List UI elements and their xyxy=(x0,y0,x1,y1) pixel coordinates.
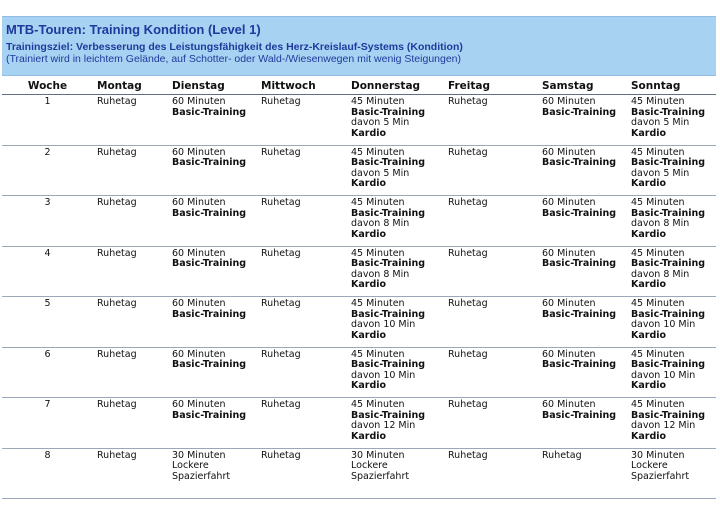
week-number: 8 xyxy=(2,448,93,499)
monday-cell: Ruhetag xyxy=(93,448,168,499)
monday-cell: Ruhetag xyxy=(93,95,168,146)
wednesday-cell: Ruhetag xyxy=(257,145,347,196)
duration: 45 Minuten xyxy=(631,96,685,107)
activity-line: Spazierfahrt xyxy=(172,470,231,482)
duration: 45 Minuten xyxy=(631,146,685,158)
training-type: Basic-Training xyxy=(542,157,617,168)
saturday-cell xyxy=(538,398,627,449)
cardio-duration: davon 10 Min xyxy=(351,319,416,330)
table-row xyxy=(2,448,716,499)
training-type: Basic-Training xyxy=(351,308,426,320)
saturday-cell: Ruhetag xyxy=(538,448,627,499)
saturday-cell xyxy=(538,95,627,146)
table-row xyxy=(2,145,716,196)
cardio-duration: davon 8 Min xyxy=(351,268,410,280)
cardio-label: Kardio xyxy=(351,127,387,139)
cardio-label: Kardio xyxy=(631,178,667,189)
table-row xyxy=(2,347,716,398)
thursday-cell xyxy=(347,448,444,499)
cardio-duration: davon 5 Min xyxy=(351,117,410,128)
duration: 30 Minuten xyxy=(631,449,685,461)
cardio-duration: davon 12 Min xyxy=(351,420,416,431)
saturday-cell xyxy=(538,145,627,196)
duration: 60 Minuten xyxy=(172,298,226,309)
duration: 60 Minuten xyxy=(542,298,596,309)
monday-cell: Ruhetag xyxy=(93,297,168,348)
cardio-duration: davon 8 Min xyxy=(631,268,690,280)
tuesday-cell xyxy=(168,347,257,398)
column-header-tuesday: Dienstag xyxy=(168,78,257,95)
friday-cell: Ruhetag xyxy=(444,246,538,297)
monday-cell: Ruhetag xyxy=(93,145,168,196)
training-note: (Trainiert wird in leichtem Gelände, auf Schotter- oder Wald-/Wiesenwegen mit wenig Steigungen) xyxy=(6,53,462,65)
cardio-label: Kardio xyxy=(351,430,387,442)
training-type: Basic-Training xyxy=(542,258,617,269)
cardio-duration: davon 10 Min xyxy=(631,369,696,381)
training-type: Basic-Training xyxy=(631,106,706,118)
column-header-monday: Montag xyxy=(93,78,168,95)
cardio-duration: davon 10 Min xyxy=(631,319,696,330)
saturday-cell xyxy=(538,297,627,348)
training-type: Basic-Training xyxy=(542,308,617,320)
wednesday-cell: Ruhetag xyxy=(257,246,347,297)
friday-cell: Ruhetag xyxy=(444,196,538,247)
cardio-label: Kardio xyxy=(351,329,387,341)
sunday-cell xyxy=(627,448,716,499)
training-type: Basic-Training xyxy=(542,409,617,421)
tuesday-cell xyxy=(168,246,257,297)
tuesday-cell xyxy=(168,196,257,247)
friday-cell: Ruhetag xyxy=(444,297,538,348)
cardio-duration: davon 8 Min xyxy=(351,218,410,229)
duration: 60 Minuten xyxy=(542,96,596,107)
duration: 45 Minuten xyxy=(631,298,685,309)
duration: 45 Minuten xyxy=(631,348,685,360)
training-type: Basic-Training xyxy=(351,409,426,421)
training-type: Basic-Training xyxy=(542,359,617,370)
sunday-cell xyxy=(627,246,716,297)
sunday-cell xyxy=(627,196,716,247)
cardio-label: Kardio xyxy=(631,329,667,341)
tuesday-cell xyxy=(168,95,257,146)
table-row xyxy=(2,95,716,146)
tuesday-cell xyxy=(168,297,257,348)
thursday-cell xyxy=(347,347,444,398)
cardio-label: Kardio xyxy=(631,279,667,290)
duration: 60 Minuten xyxy=(172,399,226,410)
friday-cell: Ruhetag xyxy=(444,347,538,398)
training-type: Basic-Training xyxy=(351,258,426,269)
training-type: Basic-Training xyxy=(172,258,247,269)
table-header-row xyxy=(2,78,716,95)
duration: 60 Minuten xyxy=(172,197,226,208)
duration: 60 Minuten xyxy=(542,348,596,360)
friday-cell: Ruhetag xyxy=(444,398,538,449)
duration: 45 Minuten xyxy=(351,247,405,259)
wednesday-cell: Ruhetag xyxy=(257,448,347,499)
column-header-saturday: Samstag xyxy=(538,78,627,95)
saturday-cell xyxy=(538,347,627,398)
column-header-thursday: Donnerstag xyxy=(347,78,444,95)
activity-line: Spazierfahrt xyxy=(351,470,410,482)
duration: 60 Minuten xyxy=(172,247,226,259)
training-type: Basic-Training xyxy=(351,359,426,370)
thursday-cell xyxy=(347,398,444,449)
activity-line: Lockere xyxy=(172,460,209,471)
training-type: Basic-Training xyxy=(172,106,247,118)
wednesday-cell: Ruhetag xyxy=(257,347,347,398)
duration: 60 Minuten xyxy=(172,96,226,107)
week-number: 3 xyxy=(2,196,93,247)
wednesday-cell: Ruhetag xyxy=(257,196,347,247)
duration: 45 Minuten xyxy=(351,146,405,158)
week-number: 1 xyxy=(2,95,93,146)
training-type: Basic-Training xyxy=(172,359,247,370)
duration: 45 Minuten xyxy=(351,298,405,309)
cardio-label: Kardio xyxy=(631,127,667,139)
cardio-duration: davon 12 Min xyxy=(631,420,696,431)
thursday-cell xyxy=(347,297,444,348)
duration: 45 Minuten xyxy=(351,399,405,410)
cardio-duration: davon 5 Min xyxy=(351,167,410,179)
page-header xyxy=(2,16,716,76)
week-number: 7 xyxy=(2,398,93,449)
activity-line: Lockere xyxy=(631,460,668,471)
training-type: Basic-Training xyxy=(542,207,617,219)
sunday-cell xyxy=(627,297,716,348)
thursday-cell xyxy=(347,196,444,247)
duration: 45 Minuten xyxy=(351,96,405,107)
page-title: MTB-Touren: Training Kondition (Level 1) xyxy=(6,22,261,37)
cardio-duration: davon 8 Min xyxy=(631,218,690,229)
duration: 60 Minuten xyxy=(542,146,596,158)
thursday-cell xyxy=(347,246,444,297)
saturday-cell xyxy=(538,196,627,247)
column-header-wednesday: Mittwoch xyxy=(257,78,347,95)
training-type: Basic-Training xyxy=(631,359,706,370)
duration: 45 Minuten xyxy=(631,399,685,410)
wednesday-cell: Ruhetag xyxy=(257,398,347,449)
sunday-cell xyxy=(627,398,716,449)
duration: 60 Minuten xyxy=(542,197,596,208)
activity-line: Spazierfahrt xyxy=(631,470,690,482)
monday-cell: Ruhetag xyxy=(93,246,168,297)
training-type: Basic-Training xyxy=(631,157,706,168)
cardio-label: Kardio xyxy=(351,178,387,189)
duration: 60 Minuten xyxy=(542,399,596,410)
duration: 45 Minuten xyxy=(351,197,405,208)
table-row xyxy=(2,246,716,297)
cardio-label: Kardio xyxy=(351,228,387,240)
training-type: Basic-Training xyxy=(351,106,426,118)
wednesday-cell: Ruhetag xyxy=(257,95,347,146)
friday-cell: Ruhetag xyxy=(444,448,538,499)
duration: 60 Minuten xyxy=(172,348,226,360)
cardio-duration: davon 5 Min xyxy=(631,117,690,128)
cardio-label: Kardio xyxy=(631,228,667,240)
cardio-label: Kardio xyxy=(631,380,667,391)
thursday-cell xyxy=(347,95,444,146)
training-type: Basic-Training xyxy=(631,409,706,421)
week-number: 2 xyxy=(2,145,93,196)
training-type: Basic-Training xyxy=(172,409,247,421)
duration: 45 Minuten xyxy=(351,348,405,360)
column-header-friday: Freitag xyxy=(444,78,538,95)
training-type: Basic-Training xyxy=(631,308,706,320)
training-plan-table xyxy=(2,78,716,499)
monday-cell: Ruhetag xyxy=(93,398,168,449)
week-number: 6 xyxy=(2,347,93,398)
duration: 60 Minuten xyxy=(542,247,596,259)
training-type: Basic-Training xyxy=(351,157,426,168)
table-row xyxy=(2,196,716,247)
week-number: 5 xyxy=(2,297,93,348)
duration: 30 Minuten xyxy=(172,449,226,461)
column-header-sunday: Sonntag xyxy=(627,78,716,95)
tuesday-cell xyxy=(168,398,257,449)
sunday-cell xyxy=(627,347,716,398)
cardio-label: Kardio xyxy=(631,430,667,442)
training-type: Basic-Training xyxy=(631,207,706,219)
cardio-duration: davon 10 Min xyxy=(351,369,416,381)
table-row xyxy=(2,297,716,348)
tuesday-cell xyxy=(168,448,257,499)
training-type: Basic-Training xyxy=(172,207,247,219)
wednesday-cell: Ruhetag xyxy=(257,297,347,348)
duration: 45 Minuten xyxy=(631,197,685,208)
duration: 45 Minuten xyxy=(631,247,685,259)
training-type: Basic-Training xyxy=(172,308,247,320)
monday-cell: Ruhetag xyxy=(93,347,168,398)
training-type: Basic-Training xyxy=(542,106,617,118)
column-header-week: Woche xyxy=(2,78,93,95)
training-type: Basic-Training xyxy=(172,157,247,168)
friday-cell: Ruhetag xyxy=(444,145,538,196)
duration: 60 Minuten xyxy=(172,146,226,158)
activity-line: Lockere xyxy=(351,460,388,471)
cardio-label: Kardio xyxy=(351,279,387,290)
table-row xyxy=(2,398,716,449)
training-type: Basic-Training xyxy=(351,207,426,219)
friday-cell: Ruhetag xyxy=(444,95,538,146)
training-type: Basic-Training xyxy=(631,258,706,269)
thursday-cell xyxy=(347,145,444,196)
saturday-cell xyxy=(538,246,627,297)
tuesday-cell xyxy=(168,145,257,196)
sunday-cell xyxy=(627,95,716,146)
training-goal: Trainingsziel: Verbesserung des Leistungsfähigkeit des Herz-Kreislauf-Systems (Kondition) xyxy=(6,41,463,53)
cardio-label: Kardio xyxy=(351,380,387,391)
week-number: 4 xyxy=(2,246,93,297)
cardio-duration: davon 5 Min xyxy=(631,167,690,179)
sunday-cell xyxy=(627,145,716,196)
duration: 30 Minuten xyxy=(351,449,405,461)
monday-cell: Ruhetag xyxy=(93,196,168,247)
